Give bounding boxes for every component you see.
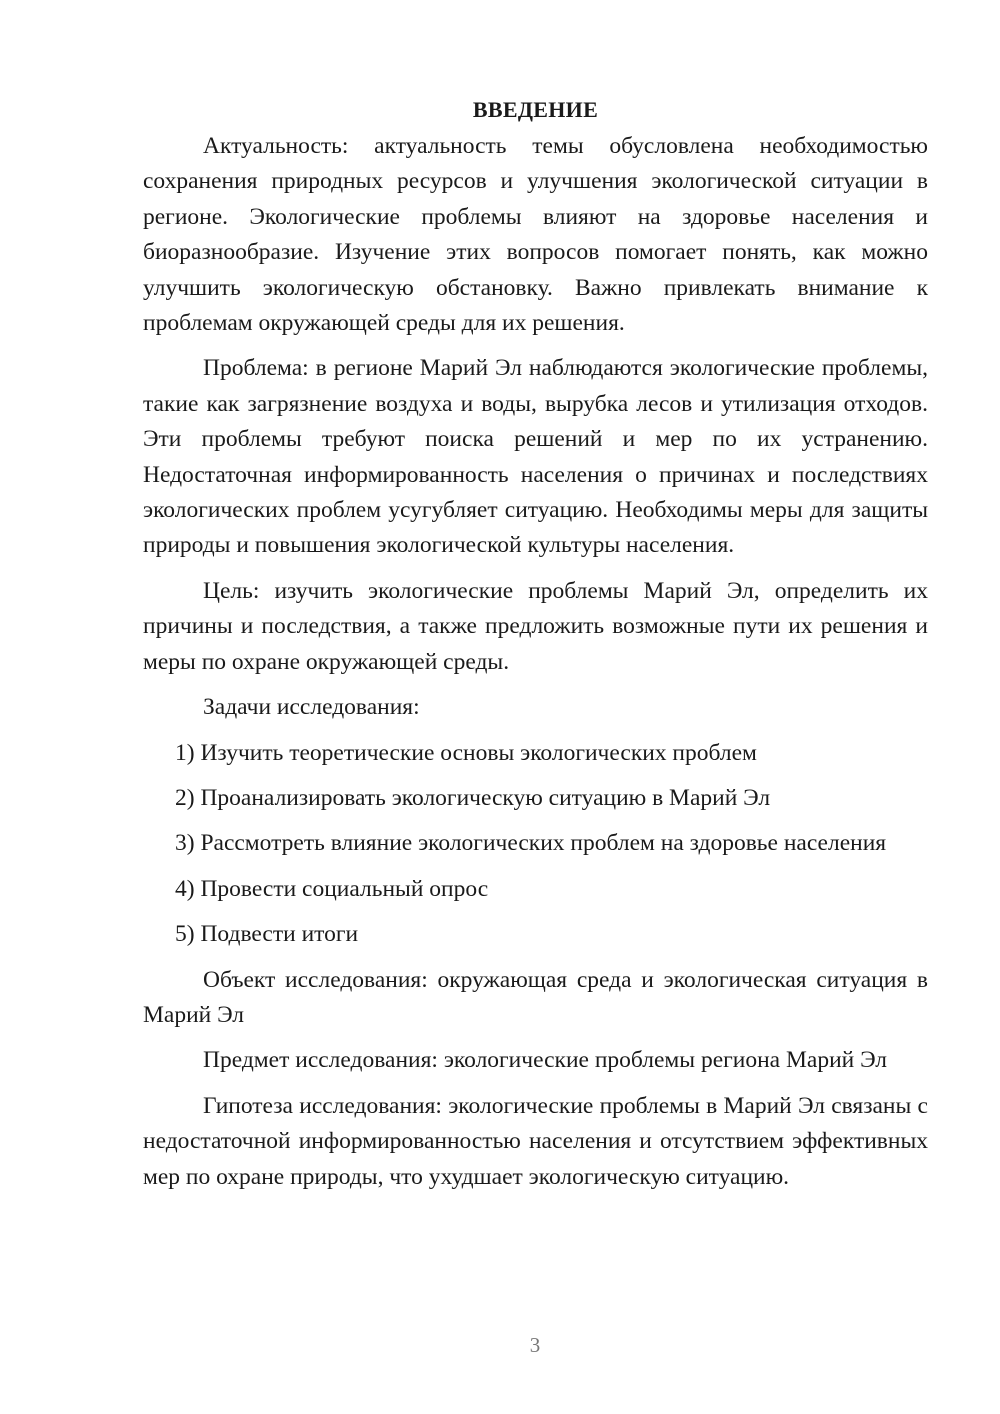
object-paragraph: Объект исследования: окружающая среда и экологическая ситуация в Марий Эл (143, 966, 928, 1028)
page-number: 3 (529, 1333, 541, 1357)
tasks-label: Задачи исследования: (203, 694, 420, 721)
task-item: 2) Проанализировать экологическую ситуацию в Марий Эл (175, 784, 771, 811)
problem-paragraph: Проблема: в регионе Марий Эл наблюдаются экологические проблемы, такие как загрязнение воздуха и воды, вырубка лесов и утилизация отходов. Эти проблемы требуют поиска решений и мер по их устранению. Недостаточная информированность населения о причинах и последствиях экологических проблем усугубляет ситуацию. Необходимы меры для защиты природы и повышения экологической культуры населения. (143, 355, 928, 559)
subject-paragraph: Предмет исследования: экологические проблемы региона Марий Эл (203, 1047, 888, 1074)
task-item: 4) Провести социальный опрос (175, 875, 489, 902)
relevance-paragraph: Актуальность: актуальность темы обусловлена необходимостью сохранения природных ресурсов и улучшения экологической ситуации в регионе. Экологические проблемы влияют на здоровье населения и биоразнообразие. Изучение этих вопросов помогает понять, как можно улучшить экологическую обстановку. Важно привлекать внимание к проблемам окружающей среды для их решения. (143, 133, 928, 337)
task-item: 1) Изучить теоретические основы экологических проблем (175, 739, 757, 766)
tasks-list (143, 736, 928, 953)
page-title: ВВЕДЕНИЕ (472, 97, 599, 122)
document-page (143, 91, 928, 1205)
task-item: 3) Рассмотреть влияние экологических проблем на здоровье населения (175, 830, 887, 857)
hypothesis-paragraph: Гипотеза исследования: экологические проблемы в Марий Эл связаны с недостаточной информированностью населения и отсутствием эффективных мер по охране природы, что ухудшает экологическую ситуацию. (143, 1092, 928, 1190)
goal-paragraph: Цель: изучить экологические проблемы Марий Эл, определить их причины и последствия, а также предложить возможные пути их решения и меры по охране окружающей среды. (143, 577, 928, 675)
task-item: 5) Подвести итоги (175, 921, 359, 948)
